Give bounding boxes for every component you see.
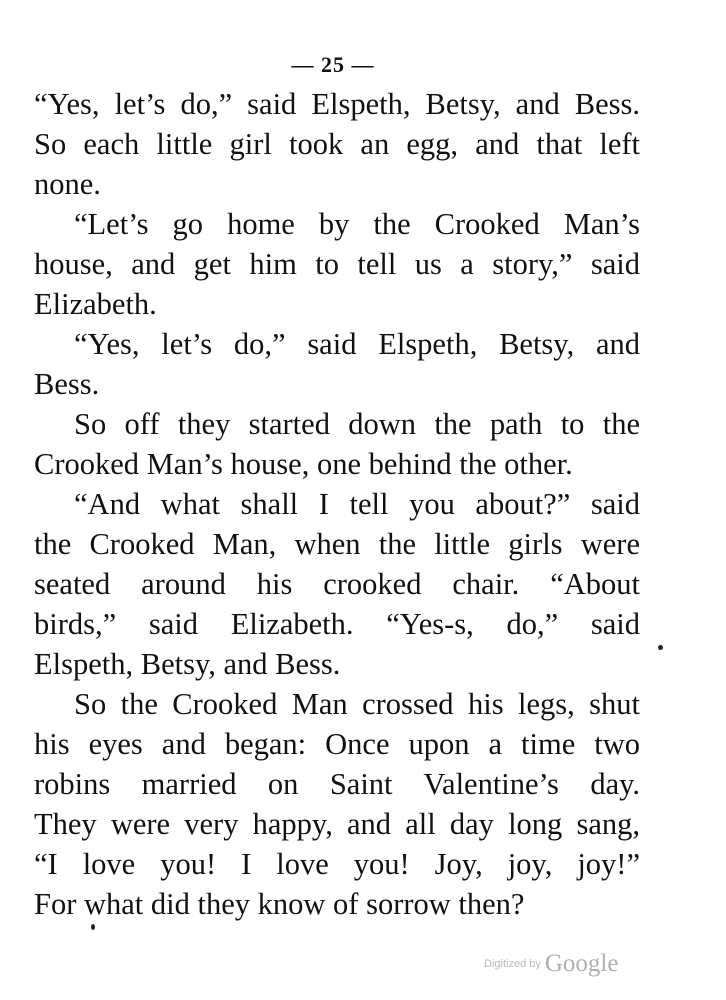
digitized-watermark — [484, 950, 618, 978]
text-line: So off they started down the path to the — [74, 407, 640, 441]
text-line: So the Crooked Man crossed his legs, shut — [74, 687, 640, 721]
ink-speck — [91, 924, 95, 930]
text-line: “I love you! I love you! Joy, joy, joy!” — [34, 847, 640, 881]
text-line: seated around his crooked chair. “About — [34, 567, 640, 601]
text-line: So each little girl took an egg, and that left — [34, 127, 640, 161]
text-line: “And what shall I tell you about?” said — [74, 487, 640, 521]
text-line: “Let’s go home by the Crooked Man’s — [74, 207, 640, 241]
google-logo: Google — [544, 950, 619, 977]
story-text — [34, 84, 640, 924]
text-line: house, and get him to tell us a story,” said — [34, 247, 640, 281]
text-line: robins married on Saint Valentine’s day. — [34, 767, 640, 801]
text-line: his eyes and began: Once upon a time two — [34, 727, 640, 761]
text-line: “Yes, let’s do,” said Elspeth, Betsy, and — [74, 327, 640, 361]
page-number: — 25 — — [291, 52, 375, 77]
text-line: Elspeth, Betsy, and Bess. — [34, 647, 341, 681]
text-line: none. — [34, 167, 101, 201]
text-line: They were very happy, and all day long sang, — [34, 807, 640, 841]
ink-speck — [658, 645, 663, 650]
text-line: Bess. — [34, 367, 100, 401]
watermark-prefix: Digitized by — [484, 958, 541, 970]
text-line: birds,” said Elizabeth. “Yes-s, do,” said — [34, 607, 640, 641]
text-line: the Crooked Man, when the little girls were — [34, 527, 640, 561]
text-line: Crooked Man’s house, one behind the other. — [34, 447, 573, 481]
text-line: For what did they know of sorrow then? — [34, 887, 525, 921]
text-line: “Yes, let’s do,” said Elspeth, Betsy, and Bess. — [34, 87, 640, 121]
text-line: Elizabeth. — [34, 287, 157, 321]
